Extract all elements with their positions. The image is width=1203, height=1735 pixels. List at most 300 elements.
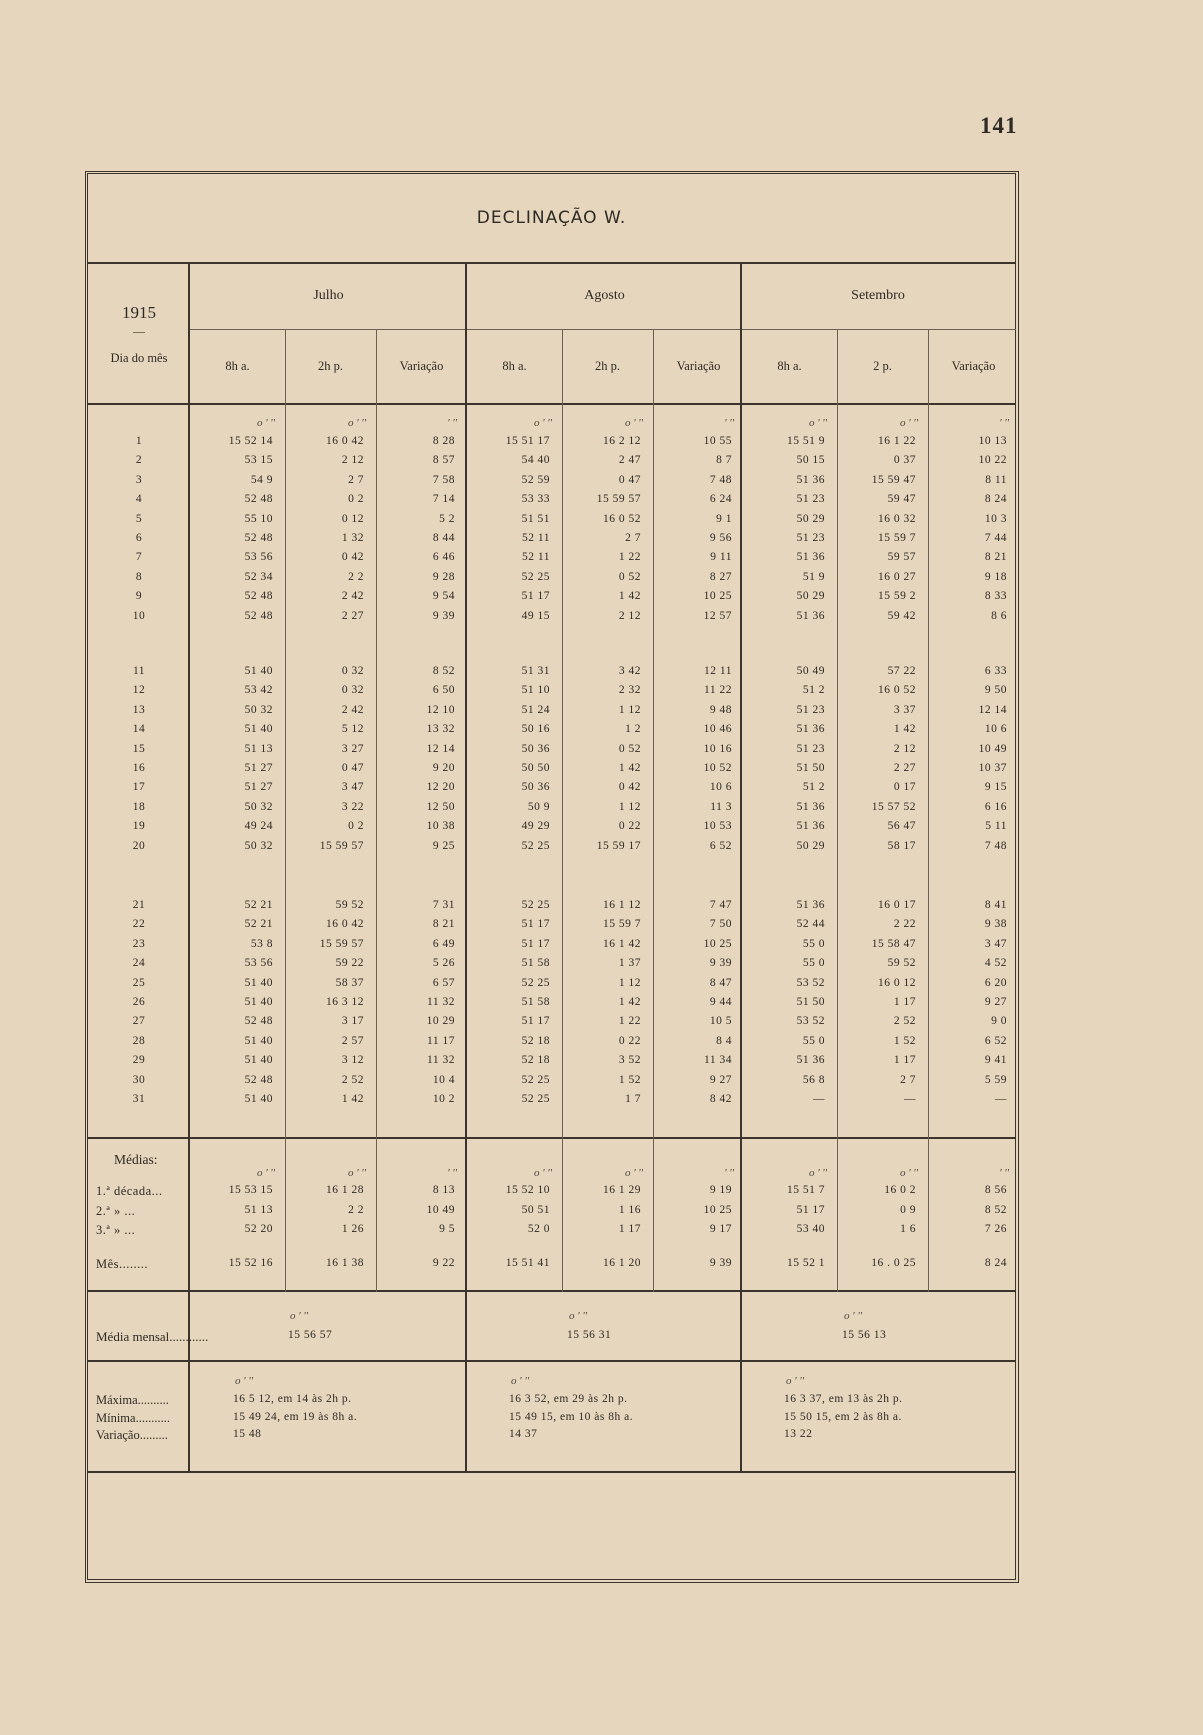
table-cell: 2 27 xyxy=(341,609,364,622)
extreme-label: Máxima.......... xyxy=(96,1393,169,1407)
table-cell: 52 18 xyxy=(521,1034,550,1047)
table-cell: 6 33 xyxy=(984,665,1007,677)
table-cell: 2 22 xyxy=(893,918,916,931)
table-cell: 2 32 xyxy=(618,684,641,697)
table-cell: 0 42 xyxy=(618,781,641,794)
column-header: 8h a. xyxy=(502,359,527,373)
day-number: 8 xyxy=(135,570,143,583)
table-cell: 2 12 xyxy=(618,609,641,622)
decade-cell: 1 6 xyxy=(900,1223,916,1235)
decade-cell: 15 53 15 xyxy=(228,1184,273,1196)
table-cell: 51 23 xyxy=(796,532,825,544)
decade-cell: 16 1 29 xyxy=(603,1184,641,1196)
day-number: 3 xyxy=(135,473,143,486)
table-cell: 7 58 xyxy=(432,473,455,486)
table-cell: 8 44 xyxy=(432,532,455,544)
table-cell: 52 48 xyxy=(244,1015,273,1028)
unit-marks: o ' '' xyxy=(624,417,643,429)
table-cell: 3 12 xyxy=(341,1054,364,1067)
table-cell: 9 48 xyxy=(709,703,732,716)
table-cell: 16 0 27 xyxy=(878,570,916,583)
page-number: 141 xyxy=(980,113,1018,138)
table-cell: 50 32 xyxy=(244,800,273,813)
column-header: 2h p. xyxy=(318,359,343,373)
table-cell: 9 39 xyxy=(709,957,732,970)
table-cell: 6 46 xyxy=(432,551,455,564)
table-cell: 1 52 xyxy=(893,1034,916,1047)
table-cell: 16 2 12 xyxy=(603,435,641,447)
table-cell: 7 14 xyxy=(432,493,455,506)
table-cell: 50 36 xyxy=(521,781,550,794)
month-mean-cell: 16 1 38 xyxy=(326,1257,364,1269)
table-cell: 1 22 xyxy=(618,1015,641,1028)
decade-cell: 15 52 10 xyxy=(505,1184,550,1196)
table-cell: 12 10 xyxy=(426,703,455,716)
table-cell: 1 42 xyxy=(618,590,641,603)
table-cell: 0 47 xyxy=(341,762,364,774)
table-cell: 49 29 xyxy=(521,820,550,833)
table-cell: 54 9 xyxy=(250,473,273,486)
month-mean-cell: 8 24 xyxy=(984,1257,1007,1269)
table-cell: 50 32 xyxy=(244,703,273,716)
decade-cell: 50 51 xyxy=(521,1203,550,1216)
day-number: 20 xyxy=(132,839,146,852)
table-cell: 12 14 xyxy=(978,703,1007,716)
unit-marks: o ' '' xyxy=(808,417,827,429)
table-title: DECLINAÇÃO W. xyxy=(476,208,627,228)
month-julho: Julho xyxy=(313,288,344,303)
unit-marks: o ' '' xyxy=(256,417,275,429)
column-header: 2h p. xyxy=(595,359,620,373)
table-cell: 1 22 xyxy=(618,551,641,564)
table-cell: 16 0 32 xyxy=(878,512,916,525)
table-cell: 11 32 xyxy=(427,996,455,1008)
decade-cell: 8 56 xyxy=(984,1184,1007,1196)
day-number: 5 xyxy=(135,512,143,525)
table-cell: — xyxy=(904,1093,916,1105)
unit-marks: o ' '' xyxy=(844,1310,863,1322)
table-cell: 2 12 xyxy=(341,454,364,467)
table-cell: 11 3 xyxy=(710,800,732,813)
table-cell: 16 1 42 xyxy=(603,937,641,950)
decade-cell: 16 1 28 xyxy=(326,1184,364,1196)
table-cell: 1 37 xyxy=(618,957,641,970)
table-cell: 0 52 xyxy=(618,742,641,755)
table-cell: 52 44 xyxy=(796,918,825,931)
table-cell: 51 50 xyxy=(796,996,825,1008)
unit-marks: o ' '' xyxy=(347,1167,366,1179)
table-cell: 53 56 xyxy=(244,957,273,970)
table-cell: 1 52 xyxy=(618,1073,641,1086)
table-cell: 9 38 xyxy=(984,918,1007,931)
table-cell: 9 39 xyxy=(432,609,455,622)
table-cell: 55 0 xyxy=(802,937,825,950)
table-cell: 52 59 xyxy=(521,473,550,486)
medias-label: Médias: xyxy=(114,1152,158,1167)
table-cell: 2 52 xyxy=(893,1015,916,1028)
table-cell: — xyxy=(995,1093,1007,1105)
table-cell: 2 12 xyxy=(893,742,916,755)
table-cell: 52 25 xyxy=(521,570,550,583)
table-cell: 2 7 xyxy=(900,1073,916,1086)
table-cell: 6 52 xyxy=(709,839,732,852)
day-number: 30 xyxy=(132,1073,146,1086)
year-label: 1915 xyxy=(122,303,156,322)
table-cell: 16 0 52 xyxy=(878,684,916,697)
declination-table xyxy=(85,171,1019,1583)
table-cell: 16 3 12 xyxy=(326,996,364,1008)
table-cell: 6 57 xyxy=(432,976,455,989)
table-cell: 6 49 xyxy=(432,937,455,950)
table-cell: 51 27 xyxy=(244,781,273,794)
table-cell: 15 51 9 xyxy=(787,435,825,447)
day-number: 16 xyxy=(132,762,146,774)
month-mean-cell: 15 52 1 xyxy=(787,1257,825,1269)
day-number: 31 xyxy=(132,1093,146,1105)
table-cell: 1 42 xyxy=(618,996,641,1008)
table-cell: 7 48 xyxy=(709,473,732,486)
table-cell: 16 1 12 xyxy=(603,899,641,911)
table-cell: 1 17 xyxy=(893,996,916,1008)
table-cell: 9 15 xyxy=(984,781,1007,794)
table-cell: 10 16 xyxy=(703,742,732,755)
table-cell: 0 2 xyxy=(348,820,364,833)
table-cell: 9 27 xyxy=(709,1073,732,1086)
table-cell: 3 47 xyxy=(984,937,1007,950)
extreme-value: 13 22 xyxy=(784,1428,813,1440)
decade-cell: 0 9 xyxy=(900,1203,916,1216)
rule xyxy=(190,329,1016,330)
unit-marks: o ' '' xyxy=(533,1167,552,1179)
table-cell: 53 42 xyxy=(244,684,273,697)
table-cell: 51 50 xyxy=(796,762,825,774)
unit-marks: o ' '' xyxy=(786,1375,805,1387)
table-cell: 2 57 xyxy=(341,1034,364,1047)
table-cell: 8 4 xyxy=(716,1034,732,1047)
table-cell: 51 17 xyxy=(521,937,550,950)
table-cell: 59 42 xyxy=(887,609,916,622)
table-cell: 3 52 xyxy=(618,1054,641,1067)
table-cell: 1 32 xyxy=(341,532,364,544)
table-cell: 10 25 xyxy=(703,590,732,603)
rule xyxy=(88,1290,1016,1292)
monthly-mean-value: 15 56 31 xyxy=(567,1329,612,1341)
table-cell: 15 59 57 xyxy=(319,937,364,950)
table-cell: 10 37 xyxy=(978,762,1007,774)
table-cell: 8 57 xyxy=(432,454,455,467)
table-cell: 7 48 xyxy=(984,839,1007,852)
table-cell: 3 47 xyxy=(341,781,364,794)
table-cell: 2 42 xyxy=(341,590,364,603)
table-cell: 51 36 xyxy=(796,1054,825,1067)
table-cell: 10 29 xyxy=(426,1015,455,1028)
day-number: 14 xyxy=(132,723,146,736)
table-cell: 1 12 xyxy=(618,703,641,716)
table-cell: 49 24 xyxy=(244,820,273,833)
table-cell: 52 48 xyxy=(244,609,273,622)
table-cell: 5 26 xyxy=(432,957,455,970)
rule xyxy=(88,1137,1016,1139)
table-cell: 51 36 xyxy=(796,551,825,564)
column-header: Variação xyxy=(676,359,721,373)
table-cell: 51 40 xyxy=(244,1054,273,1067)
table-cell: 1 7 xyxy=(625,1093,641,1105)
decade-label: 1.ª década... xyxy=(96,1184,163,1198)
table-cell: 15 59 2 xyxy=(878,590,916,603)
day-number: 28 xyxy=(132,1034,146,1047)
unit-marks: o ' '' xyxy=(347,417,366,429)
table-cell: 10 53 xyxy=(703,820,732,833)
unit-marks: o ' '' xyxy=(511,1375,530,1387)
decade-cell: 8 52 xyxy=(984,1203,1007,1216)
table-cell: 59 52 xyxy=(335,899,364,911)
table-cell: 5 11 xyxy=(985,820,1007,833)
table-cell: 55 10 xyxy=(244,512,273,525)
table-cell: 59 47 xyxy=(887,493,916,506)
table-cell: 50 16 xyxy=(521,723,550,736)
day-number: 15 xyxy=(132,742,146,755)
table-cell: 51 17 xyxy=(521,590,550,603)
table-cell: 50 9 xyxy=(527,800,550,813)
table-cell: 53 33 xyxy=(521,493,550,506)
table-cell: 52 48 xyxy=(244,493,273,506)
decade-cell: 9 5 xyxy=(439,1223,455,1235)
table-cell: 7 47 xyxy=(709,899,732,911)
decade-cell: 51 13 xyxy=(244,1203,273,1216)
table-cell: 8 28 xyxy=(432,435,455,447)
day-number: 12 xyxy=(132,684,146,697)
table-cell: 51 31 xyxy=(521,665,550,677)
table-cell: 9 41 xyxy=(984,1054,1007,1067)
unit-marks: ' '' xyxy=(724,417,734,429)
table-cell: 53 15 xyxy=(244,454,273,467)
unit-marks: o ' '' xyxy=(290,1310,309,1322)
table-cell: 16 0 42 xyxy=(326,435,364,447)
table-cell: 50 29 xyxy=(796,590,825,603)
table-cell: 0 22 xyxy=(618,820,641,833)
table-cell: 50 32 xyxy=(244,839,273,852)
table-cell: 6 20 xyxy=(984,976,1007,989)
table-cell: 8 27 xyxy=(709,570,732,583)
unit-marks: ' '' xyxy=(447,1167,457,1179)
column-header: 2 p. xyxy=(873,359,892,373)
decade-cell: 1 17 xyxy=(618,1223,641,1235)
table-cell: 10 46 xyxy=(703,723,732,736)
table-cell: 2 7 xyxy=(625,532,641,544)
day-number: 6 xyxy=(135,532,143,544)
extreme-label: Variação......... xyxy=(96,1428,168,1442)
table-cell: 52 34 xyxy=(244,570,273,583)
extreme-value: 15 50 15, em 2 às 8h a. xyxy=(784,1410,902,1423)
decade-cell: 10 49 xyxy=(426,1203,455,1216)
decade-cell: 7 26 xyxy=(984,1223,1007,1235)
table-cell: 0 47 xyxy=(618,473,641,486)
unit-marks: ' '' xyxy=(724,1167,734,1179)
day-number: 27 xyxy=(132,1015,146,1028)
table-cell: 9 11 xyxy=(710,551,732,564)
day-number: 25 xyxy=(132,976,146,989)
table-cell: 2 2 xyxy=(348,570,364,583)
table-cell: 52 48 xyxy=(244,590,273,603)
table-cell: 51 40 xyxy=(244,665,273,677)
table-cell: 3 27 xyxy=(341,742,364,755)
decade-cell: 1 16 xyxy=(618,1203,641,1216)
day-number: 10 xyxy=(132,609,146,622)
table-cell: 59 22 xyxy=(335,957,364,970)
decade-cell: 9 17 xyxy=(709,1223,732,1235)
table-cell: 3 42 xyxy=(618,665,641,677)
table-cell: 53 52 xyxy=(796,976,825,989)
day-number: 19 xyxy=(132,820,146,833)
table-cell: 16 0 12 xyxy=(878,976,916,989)
table-cell: 15 57 52 xyxy=(871,800,916,813)
month-mean-cell: 9 22 xyxy=(432,1257,455,1269)
table-cell: 9 44 xyxy=(709,996,732,1008)
table-cell: 6 52 xyxy=(984,1034,1007,1047)
day-number: 24 xyxy=(132,957,146,970)
day-number: 7 xyxy=(135,551,143,564)
table-cell: 51 40 xyxy=(244,723,273,736)
unit-marks: o ' '' xyxy=(235,1375,254,1387)
table-cell: 10 3 xyxy=(984,512,1007,525)
table-cell: 52 21 xyxy=(244,918,273,931)
decade-cell: 16 0 2 xyxy=(884,1184,916,1196)
table-cell: 52 25 xyxy=(521,839,550,852)
table-cell: 9 50 xyxy=(984,684,1007,697)
extreme-value: 15 48 xyxy=(233,1428,262,1440)
day-number: 29 xyxy=(132,1054,146,1067)
table-cell: 8 21 xyxy=(432,918,455,931)
unit-marks: o ' '' xyxy=(256,1167,275,1179)
decade-cell: 52 0 xyxy=(527,1223,550,1235)
table-cell: 8 6 xyxy=(991,609,1007,622)
decade-label: 3.ª » ... xyxy=(96,1223,136,1237)
table-cell: 0 37 xyxy=(893,454,916,467)
table-cell: 6 50 xyxy=(432,684,455,697)
table-cell: 1 2 xyxy=(625,723,641,736)
table-cell: 0 12 xyxy=(341,512,364,525)
decade-cell: 51 17 xyxy=(796,1203,825,1216)
table-cell: 51 24 xyxy=(521,703,550,716)
table-cell: 11 17 xyxy=(427,1034,455,1047)
table-cell: 52 25 xyxy=(521,1073,550,1086)
table-cell: 12 11 xyxy=(704,665,732,677)
rule xyxy=(88,1471,1016,1473)
table-cell: 51 2 xyxy=(802,684,825,697)
day-number: 4 xyxy=(135,493,143,506)
table-cell: 50 50 xyxy=(521,762,550,774)
table-cell: 5 2 xyxy=(439,512,455,525)
day-number: 9 xyxy=(135,590,143,603)
table-cell: 2 42 xyxy=(341,703,364,716)
table-cell: 52 18 xyxy=(521,1054,550,1067)
decade-cell: 8 13 xyxy=(432,1184,455,1196)
table-cell: 12 20 xyxy=(426,781,455,794)
decade-cell: 15 51 7 xyxy=(787,1184,825,1196)
table-cell: 3 22 xyxy=(341,800,364,813)
extreme-value: 16 3 52, em 29 às 2h p. xyxy=(509,1393,628,1405)
month-agosto: Agosto xyxy=(584,288,625,303)
table-cell: 53 52 xyxy=(796,1015,825,1028)
table-cell: 12 14 xyxy=(426,742,455,755)
day-number: 23 xyxy=(132,937,146,950)
table-cell: 51 10 xyxy=(521,684,550,697)
table-cell: 9 28 xyxy=(432,570,455,583)
table-cell: 50 49 xyxy=(796,665,825,677)
unit-marks: o ' '' xyxy=(899,417,918,429)
table-cell: 51 36 xyxy=(796,473,825,486)
table-cell: 51 40 xyxy=(244,1093,273,1105)
table-cell: 1 42 xyxy=(893,723,916,736)
table-cell: 50 15 xyxy=(796,454,825,467)
column-header: Variação xyxy=(399,359,444,373)
table-cell: 9 18 xyxy=(984,570,1007,583)
table-cell: 52 25 xyxy=(521,976,550,989)
table-cell: 51 36 xyxy=(796,609,825,622)
unit-marks: ' '' xyxy=(999,1167,1009,1179)
unit-marks: o ' '' xyxy=(569,1310,588,1322)
column-header: Variação xyxy=(951,359,996,373)
table-cell: 51 36 xyxy=(796,820,825,833)
table-cell: 51 23 xyxy=(796,703,825,716)
table-cell: 15 59 57 xyxy=(319,839,364,852)
table-cell: 9 25 xyxy=(432,839,455,852)
table-cell: 51 36 xyxy=(796,899,825,911)
table-cell: 8 41 xyxy=(984,899,1007,911)
table-cell: 51 58 xyxy=(521,957,550,970)
table-cell: 2 7 xyxy=(348,473,364,486)
decade-cell: 9 19 xyxy=(709,1184,732,1196)
table-cell: 1 17 xyxy=(893,1054,916,1067)
table-cell: 6 16 xyxy=(984,800,1007,813)
table-cell: 8 42 xyxy=(709,1093,732,1105)
table-cell: 9 20 xyxy=(432,762,455,774)
table-cell: 8 11 xyxy=(985,473,1007,486)
column-header: 8h a. xyxy=(777,359,802,373)
table-cell: 59 57 xyxy=(887,551,916,564)
table-cell: 55 0 xyxy=(802,957,825,970)
unit-marks: o ' '' xyxy=(533,417,552,429)
column-header: 8h a. xyxy=(225,359,250,373)
day-number: 2 xyxy=(135,454,143,467)
table-cell: 16 1 22 xyxy=(878,435,916,447)
table-cell: 8 52 xyxy=(432,665,455,677)
table-cell: 9 27 xyxy=(984,996,1007,1008)
table-cell: 58 37 xyxy=(335,976,364,989)
unit-marks: o ' '' xyxy=(899,1167,918,1179)
table-cell: 15 59 7 xyxy=(603,918,641,931)
table-cell: 8 33 xyxy=(984,590,1007,603)
table-cell: 3 17 xyxy=(341,1015,364,1028)
table-cell: 57 22 xyxy=(887,665,916,677)
table-cell: 0 32 xyxy=(341,665,364,677)
table-cell: 56 47 xyxy=(887,820,916,833)
table-cell: 8 47 xyxy=(709,976,732,989)
table-cell: 51 51 xyxy=(521,512,550,525)
table-cell: — xyxy=(813,1093,825,1105)
table-cell: 51 36 xyxy=(796,723,825,736)
table-cell: 9 56 xyxy=(709,532,732,544)
table-cell: 15 58 47 xyxy=(871,937,916,950)
unit-marks: ' '' xyxy=(447,417,457,429)
table-cell: 50 29 xyxy=(796,839,825,852)
day-of-month-label: Dia do mês xyxy=(110,351,168,365)
table-cell: 10 55 xyxy=(703,435,732,447)
month-mean-cell: 16 1 20 xyxy=(603,1257,641,1269)
table-cell: 53 8 xyxy=(250,937,273,950)
extreme-value: 14 37 xyxy=(509,1428,538,1440)
table-cell: 11 32 xyxy=(427,1054,455,1067)
